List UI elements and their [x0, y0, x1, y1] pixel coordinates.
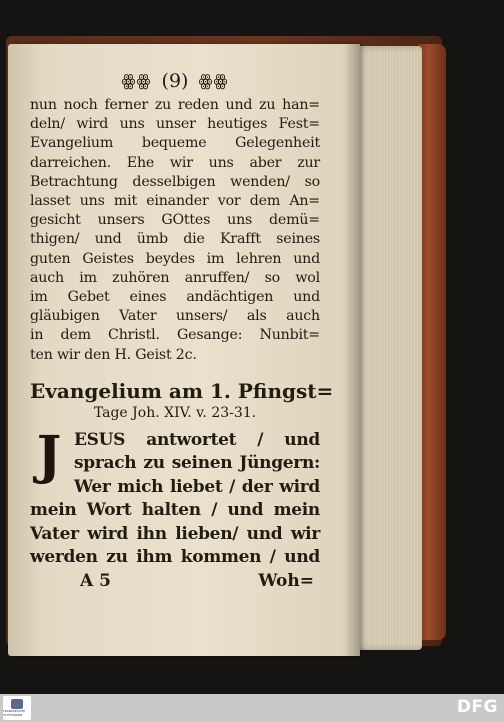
gospel-line: ESUS antwortet / und	[74, 429, 320, 450]
foundation-logo-label: FRANCKESCHE STIFTUNGEN	[3, 709, 26, 717]
page-header	[30, 70, 320, 92]
text-line: Betrachtung desselbigen wenden/ so	[30, 173, 320, 190]
gospel-line: Vater wird ihn lieben/ und wir	[30, 523, 320, 544]
text-line: gesicht unsers GOttes uns demü=	[30, 212, 320, 229]
text-line: ten wir den H. Geist 2c.	[30, 346, 197, 363]
page-gutter-shadow	[344, 44, 360, 656]
text-line: in dem Christl. Gesange: Nunbit=	[30, 327, 320, 344]
text-line: gläubigen Vater unsers/ als auch	[30, 308, 320, 325]
viewer-footer-bar	[0, 694, 504, 722]
page-number: (9)	[161, 70, 189, 92]
catchword: Woh=	[258, 570, 314, 591]
text-line: lasset uns mit einander vor dem An=	[30, 193, 320, 210]
gospel-line: Wer mich liebet / der wird	[74, 476, 320, 497]
page-text	[30, 70, 334, 592]
section-subheading: Tage Joh. XIV. v. 23-31.	[93, 404, 257, 421]
ornament-left: ꙮꙮ	[121, 71, 152, 90]
text-line: darreichen. Ehe wir uns aber zur	[30, 154, 320, 171]
dfg-logo[interactable]: DFG	[456, 697, 498, 717]
text-line: deln/ wird uns unser heutiges Fest=	[30, 116, 320, 133]
gospel-line: mein Wort halten / und mein	[30, 500, 320, 521]
ornament-right: ꙮꙮ	[198, 71, 229, 90]
body-paragraph	[30, 96, 320, 365]
gospel-text	[30, 424, 320, 570]
foundation-logo-icon	[11, 699, 23, 709]
signature-mark: A 5	[80, 570, 111, 591]
foundation-logo[interactable]	[3, 696, 31, 720]
text-line: guten Geistes beydes im lehren und	[30, 250, 320, 267]
drop-cap-initial: J	[36, 424, 62, 486]
gospel-line: sprach zu seinen Jüngern:	[74, 453, 320, 474]
page-footer	[30, 570, 320, 592]
text-line: nun noch ferner zu reden und zu han=	[30, 97, 320, 113]
book-cover-edge	[418, 44, 446, 640]
text-line: Evangelium bequeme Gelegenheit	[30, 135, 320, 152]
page-edges	[352, 46, 422, 650]
gospel-line: werden zu ihm kommen / und	[30, 547, 320, 568]
section-heading: Evangelium am 1. Pfingst=	[30, 378, 334, 403]
text-line: auch im zuhören anruffen/ so wol	[30, 269, 320, 286]
text-line: thigen/ und ümb die Krafft seines	[30, 231, 320, 248]
text-line: im Gebet eines andächtigen und	[30, 289, 320, 306]
